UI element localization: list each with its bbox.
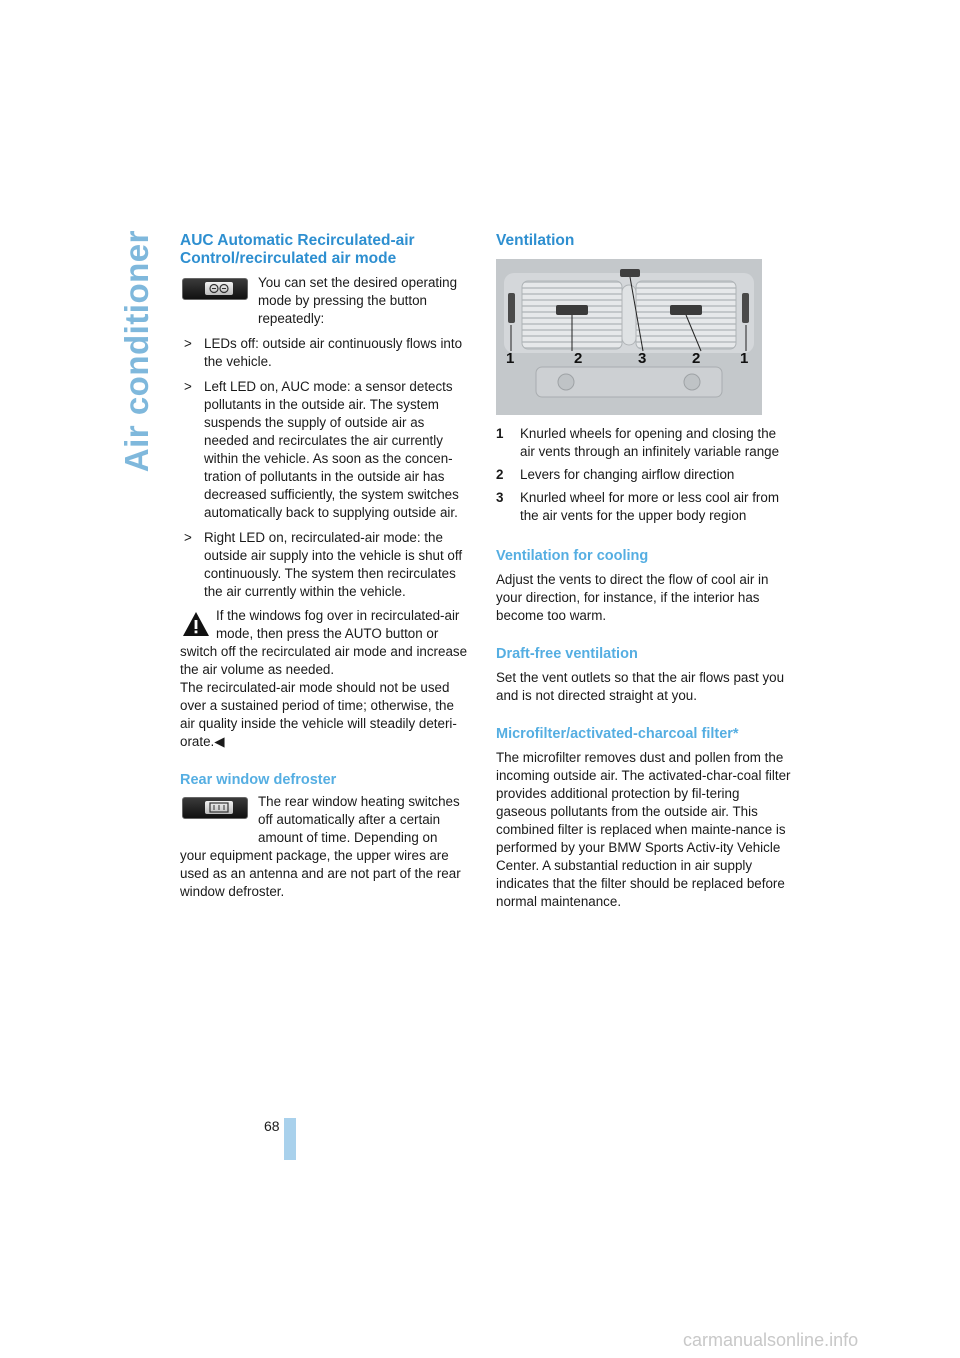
list-item: 2 Levers for changing airflow direction [496,467,735,482]
list-item: 1 Knurled wheels for opening and closing the air vents through an infinitely variable range [496,426,780,459]
warning-note [180,607,472,751]
list-item: 3 Knurled wheel for more or less cool air from the air vents for the upper body region [496,490,779,523]
filter-heading: Microfilter/activated-charcoal filter* [496,726,739,742]
right-column [496,232,792,911]
auc-intro-text: You can set the desired operating mode by pressing the button repeatedly: [258,275,458,326]
dashboard-vents-illustration [496,259,762,415]
draft-heading: Draft-free ventilation [496,646,638,662]
ventilation-photo [496,259,762,415]
auc-button-image [182,278,248,300]
list-item: > LEDs off: outside air continuously flows into the vehicle. [184,336,463,369]
recirculation-icon [205,282,233,295]
left-column [180,232,472,901]
defroster-button-image [182,797,248,819]
page-number: 68 [264,1118,280,1134]
watermark: carmanualsonline.info [683,1330,859,1350]
callout-label: 3 [638,350,647,367]
ventilation-legend [496,425,792,525]
ventilation-heading: Ventilation [496,232,575,249]
cooling-text: Adjust the vents to direct the flow of cool air in your direction, for instance, if the interior has become too warm. [496,572,769,623]
callout-label: 1 [740,350,749,367]
list-item: > Left LED on, AUC mode: a sensor detects pollutants in the outside air. The system suspends the supply of outside air as needed and recirculates the air currently within the vehicle. As soon as the concen-tration of pollutants in the outside air has decreased sufficiently, the system switches automatically back to supplying outside air. [184,379,459,520]
cooling-heading: Ventilation for cooling [496,548,649,564]
section-side-tab: Air conditioner [118,230,155,473]
warning-extra-text: The recirculated-air mode should not be used over a sustained period of time; otherwise, the air quality inside the vehicle will steadily deteri-orate.◀ [180,680,457,749]
auc-intro-block [180,274,472,328]
callout-label: 2 [692,350,701,367]
defroster-text-short: The rear window heating switches off automatically after a certain amount of time. Depending on [258,794,460,845]
defroster-block [180,793,472,847]
defroster-heading: Rear window defroster [180,772,337,788]
filter-text: The microfilter removes dust and pollen from the incoming outside air. The activated-char-coal filter provides additional protection by fil-tering gaseous pollutants from the outside air. This combined filter is replaced when mainte-nance is performed by your BMW Sports Activ-ity Vehicle Center. A substantial reduction in air supply indicates that the filter should be replaced before normal maintenance. [496,750,791,909]
draft-text: Set the vent outlets so that the air flows past you and is not directed straight at you. [496,670,785,703]
list-item: > Right LED on, recirculated-air mode: the outside air supply into the vehicle is shut off continuously. The system then recirculates the air currently within the vehicle. [184,530,463,599]
warning-lead-text: If the windows fog over in recirculated-air mode, then press the AUTO button or [216,608,460,641]
defroster-text-rest: your equipment package, the upper wires are used as an antenna and are not part of the rear window defroster. [180,848,461,899]
warning-triangle-icon [182,611,210,637]
warning-rest-text: switch off the recirculated air mode and increase the air volume as needed. [180,644,468,677]
callout-label: 1 [506,350,515,367]
callout-label: 2 [574,350,583,367]
page-marker-bar [284,1118,296,1160]
rear-defrost-icon [205,801,233,814]
auc-heading: AUC Automatic Recirculated-air Control/recirculated air mode [180,232,415,267]
